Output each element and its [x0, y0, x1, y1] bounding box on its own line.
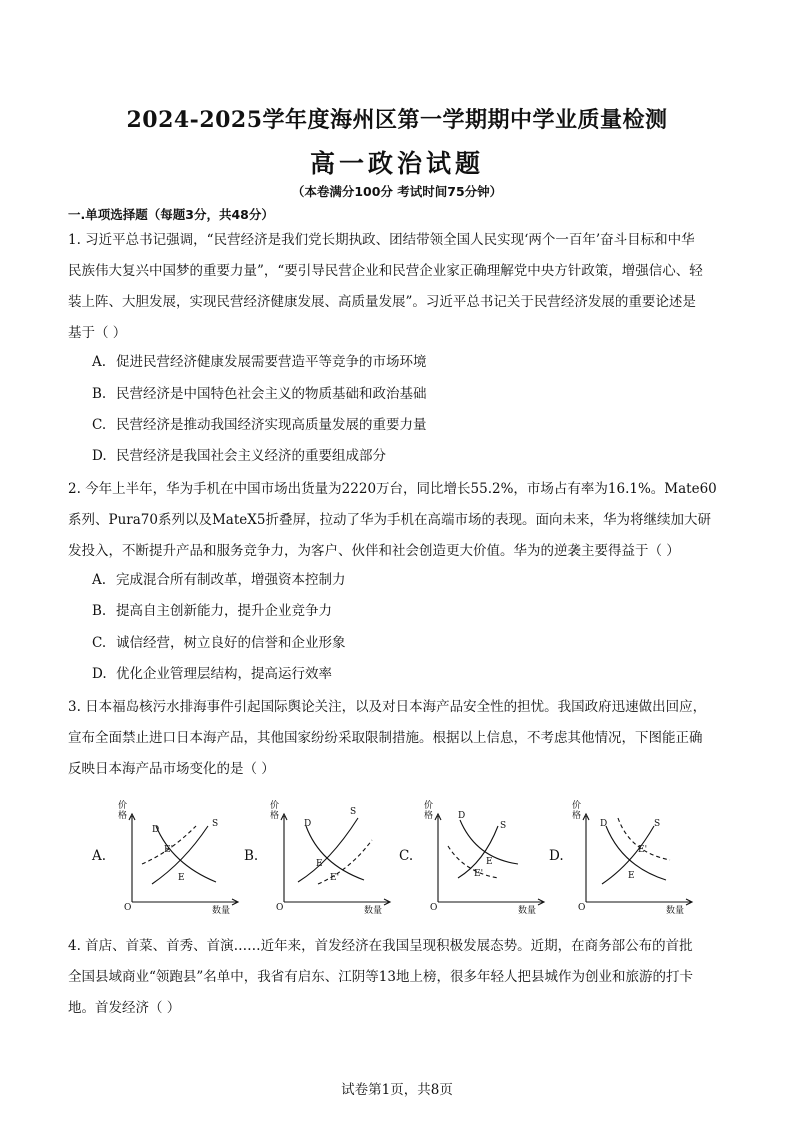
graph-b-s-label: S: [350, 807, 357, 817]
stem-line: 民族伟大复兴中国梦的重要力量”，“要引导民营企业和民营企业家正确理解党中央方针政策，增强信心、轻: [68, 263, 703, 279]
question-2-option-b: [92, 601, 332, 621]
graph-c-s-label: S: [500, 821, 507, 831]
graph-c-origin: O: [430, 903, 438, 913]
graph-option-label-b: B.: [244, 848, 259, 864]
graph-d-y-label-1: 价: [572, 801, 582, 811]
option-text: 提高自主创新能力，提升企业竞争力: [116, 603, 332, 619]
stem-line: 反映日本海产品市场变化的是（ ）: [68, 761, 275, 777]
graph-d: [566, 796, 706, 918]
stem-line: 发投入，不断提升产品和服务竞争力，为客户、伙伴和社会创造更大价值。华为的逆袭主要得益于（ ）: [68, 543, 680, 559]
graph-c-y-label-1: 价: [424, 801, 434, 811]
option-text: 民营经济是我国社会主义经济的重要组成部分: [116, 448, 386, 464]
stem-line: 宣布全面禁止进口日本海产品，其他国家纷纷采取限制措施。根据以上信息，不考虑其他情况，下图能正确: [68, 730, 703, 746]
graph-b-d-label: D: [304, 819, 312, 829]
question-1-option-b: [92, 384, 427, 404]
option-text: 促进民营经济健康发展需要营造平等竞争的市场环境: [116, 354, 427, 370]
graph-a-e-label: E: [178, 873, 185, 883]
stem-line: 2. 今年上半年，华为手机在中国市场出货量为2220万台，同比增长55.2%，市场占有率为16.1%。Mate60: [68, 481, 717, 497]
graph-b-x-label: 数量: [364, 906, 383, 916]
graph-option-label-a: A.: [92, 848, 107, 864]
graph-d-s-label: S: [654, 819, 661, 829]
exam-title: 2024-2025学年度海州区第一学期期中学业质量检测: [126, 107, 668, 133]
option-letter: D.: [92, 448, 107, 464]
question-1-stem: [68, 225, 728, 349]
graph-c-e-new-label: E': [474, 869, 484, 879]
graph-a-origin: O: [124, 903, 132, 913]
graph-b-y-label-1: 价: [270, 801, 280, 811]
graph-a-y-label-2: 格: [118, 811, 128, 821]
exam-subtitle: 高一政治试题: [309, 149, 484, 178]
graph-d-y-label-2: 格: [572, 811, 582, 821]
question-3-stem: [68, 692, 728, 785]
option-letter: B.: [92, 386, 107, 402]
graph-c-x-label: 数量: [518, 906, 537, 916]
graph-a-s-label: S: [212, 819, 219, 829]
question-2-option-a: [92, 570, 346, 590]
stem-line: 4. 首店、首菜、首秀、首演……近年来，首发经济在我国呈现积极发展态势。近期，在商务部公布的首批: [68, 938, 693, 954]
option-letter: A.: [92, 572, 107, 588]
graph-c: [418, 796, 558, 918]
option-text: 完成混合所有制改革，增强资本控制力: [116, 572, 346, 588]
question-1-option-a: [92, 352, 427, 372]
stem-line: 装上阵、大胆发展，实现民营经济健康发展、高质量发展”。习近平总书记关于民营经济发展的重要论述是: [68, 294, 696, 310]
graph-c-y-label-2: 格: [424, 811, 434, 821]
graph-c-e-label: E: [486, 857, 493, 867]
graph-option-label-d: D.: [549, 848, 564, 864]
stem-line: 1. 习近平总书记强调，“民营经济是我们党长期执政、团结带领全国人民实现‘两个一百年’奋斗目标和中华: [68, 232, 695, 248]
graph-a-y-label-1: 价: [118, 801, 128, 811]
option-letter: A.: [92, 354, 107, 370]
stem-line: 基于（ ）: [68, 325, 127, 341]
exam-note: （本卷满分100分 考试时间75分钟）: [291, 184, 503, 199]
page-footer: 试卷第1页，共8页: [341, 1082, 453, 1098]
option-text: 民营经济是推动我国经济实现高质量发展的重要力量: [116, 417, 427, 433]
question-1-option-d: [92, 446, 386, 466]
graph-d-x-label: 数量: [666, 906, 685, 916]
graph-a-x-label: 数量: [212, 906, 231, 916]
stem-line: 3. 日本福岛核污水排海事件引起国际舆论关注，以及对日本海产品安全性的担忧。我国政府迅速做出回应，: [68, 699, 707, 715]
graph-d-e-new-label: E': [638, 845, 648, 855]
question-2-option-d: [92, 664, 332, 684]
graph-b-origin: O: [276, 903, 284, 913]
graph-b-y-label-2: 格: [270, 811, 280, 821]
stem-line: 地。首发经济（ ）: [68, 1000, 181, 1016]
graph-b-demand-curve: [306, 826, 364, 880]
stem-line: 全国县域商业“领跑县”名单中，我省有启东、江阴等13地上榜，很多年轻人把县城作为创业和旅游的打卡: [68, 969, 693, 985]
question-2-stem: [68, 474, 728, 567]
graph-c-d-label: D: [458, 811, 466, 821]
question-2-option-c: [92, 633, 346, 653]
option-letter: C.: [92, 417, 107, 433]
option-text: 民营经济是中国特色社会主义的物质基础和政治基础: [116, 386, 427, 402]
graph-b: [264, 796, 404, 918]
graph-d-d-label: D: [600, 819, 608, 829]
graph-a-d-label: D: [152, 825, 160, 835]
graph-b-new-supply-curve: [318, 840, 372, 884]
stem-line: 系列、Pura70系列以及MateX5折叠屏，拉动了华为手机在高端市场的表现。面向未来，华为将继续加大研: [68, 512, 711, 528]
graph-b-e-label: E: [316, 859, 323, 869]
graph-a-e-new-label: E': [164, 845, 174, 855]
graph-b-e-new-label: E': [330, 873, 340, 883]
graph-option-label-c: C.: [399, 848, 414, 864]
option-letter: C.: [92, 635, 107, 651]
option-letter: D.: [92, 666, 107, 682]
section-heading: 一.单项选择题（每题3分，共48分）: [68, 207, 274, 222]
question-4-stem: [68, 931, 728, 1024]
option-letter: B.: [92, 603, 107, 619]
graph-d-origin: O: [578, 903, 586, 913]
option-text: 诚信经营，树立良好的信誉和企业形象: [116, 635, 346, 651]
graph-a: [112, 796, 252, 918]
question-1-option-c: [92, 415, 427, 435]
graph-d-e-label: E: [628, 871, 635, 881]
option-text: 优化企业管理层结构，提高运行效率: [116, 666, 332, 682]
